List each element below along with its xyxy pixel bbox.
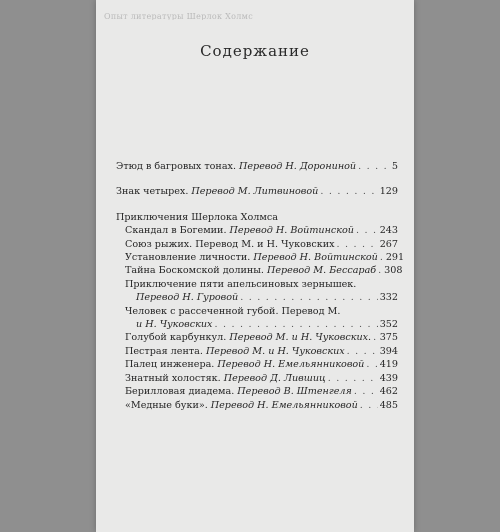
entry-translator: Перевод Н. Войтинской — [253, 252, 378, 264]
entry-page: 332 — [379, 292, 398, 304]
dot-leader — [358, 160, 390, 173]
entry-translator: Перевод М. и Н. Чуковских — [205, 345, 345, 357]
dot-leader — [214, 318, 377, 331]
entry-page: 352 — [379, 319, 398, 331]
section-items — [116, 224, 405, 412]
toc-entry — [125, 251, 405, 264]
entry-title: Человек с рассеченной губой. Перевод М. — [125, 305, 341, 317]
toc-entry — [125, 224, 398, 237]
toc-entry — [125, 331, 398, 344]
entry-title: Приключение пяти апельсиновых зернышек. — [125, 278, 357, 290]
entry-translator: Перевод Н. Емельянниковой — [217, 359, 365, 371]
entry-page: 394 — [379, 345, 398, 357]
entry-page: 375 — [379, 332, 398, 344]
toc-entry — [125, 264, 403, 277]
entry-title: Этюд в багровых тонах. — [116, 161, 237, 172]
entry-translator: и Н. Чуковских — [136, 319, 213, 331]
dot-leader — [380, 251, 384, 264]
toc-entry — [125, 345, 398, 358]
entry-title: «Медные буки». — [125, 399, 208, 411]
entry-page: 485 — [379, 399, 398, 411]
dot-leader — [347, 345, 378, 358]
entry-title: Палец инженера. — [125, 359, 215, 371]
toc-entry — [125, 372, 398, 385]
entry-title: Берилловая диадема. — [125, 386, 235, 398]
toc-entry-multiline — [125, 278, 398, 305]
entry-translator: Перевод М. Литвиновой — [191, 186, 319, 198]
dot-leader — [360, 399, 378, 412]
entry-title: Пестрая лента. — [125, 345, 203, 357]
entry-translator: Перевод Н. Гуровой — [136, 292, 239, 304]
entry-translator: Перевод Н. Дорониной — [239, 161, 357, 172]
entry-page: 129 — [379, 186, 398, 198]
entry-translator: Перевод В. Штенгеля — [237, 386, 352, 398]
entry-translator: Перевод М. и Н. Чуковских. — [229, 332, 372, 344]
bleed-through-text: Опыт литературы Шерлок Холмс — [104, 12, 253, 20]
table-of-contents — [116, 160, 405, 412]
toc-entry — [125, 385, 398, 398]
entry-translator: Перевод Д. Лившиц — [223, 372, 326, 384]
entry-translator: Перевод М. Бессараб — [266, 265, 377, 277]
page-title: Содержание — [200, 42, 310, 60]
entry-title: Голубой карбункул. — [125, 332, 227, 344]
dot-leader — [328, 372, 378, 385]
entry-title: Знатный холостяк. — [125, 372, 221, 384]
dot-leader — [354, 385, 378, 398]
dot-leader — [240, 291, 377, 304]
toc-entry — [125, 358, 398, 371]
dot-leader — [378, 264, 382, 277]
entry-translator: Перевод Н. Войтинской — [229, 225, 354, 237]
book-page — [96, 0, 414, 532]
entry-page: 267 — [379, 238, 398, 250]
toc-entry — [125, 399, 398, 412]
entry-page: 439 — [379, 372, 398, 384]
dot-leader — [373, 331, 378, 344]
entry-page: 5 — [391, 161, 398, 172]
dot-leader — [320, 185, 377, 198]
toc-entry-multiline — [125, 305, 398, 332]
entry-page: 291 — [385, 252, 405, 264]
dot-leader — [337, 238, 378, 251]
entry-title: Скандал в Богемии. — [125, 225, 227, 237]
entry-title: Знак четырех. — [116, 186, 189, 198]
entry-translator: Перевод Н. Емельянниковой — [210, 399, 358, 411]
dot-leader — [366, 358, 377, 371]
entry-page: 308 — [384, 265, 403, 277]
dot-leader — [356, 224, 378, 237]
entry-title: Установление личности. — [125, 252, 251, 264]
entry-page: 419 — [379, 359, 398, 371]
toc-entry-sign-of-four — [116, 185, 398, 198]
entry-title: Тайна Боскомской долины. — [125, 265, 264, 277]
toc-entry-study-in-scarlet — [116, 160, 398, 173]
entry-title: Союз рыжих. Перевод М. и Н. Чуковских — [125, 238, 335, 250]
entry-page: 462 — [379, 386, 398, 398]
section-title: Приключения Шерлока Холмса — [116, 211, 278, 223]
entry-page: 243 — [379, 225, 398, 237]
toc-entry — [125, 238, 398, 251]
